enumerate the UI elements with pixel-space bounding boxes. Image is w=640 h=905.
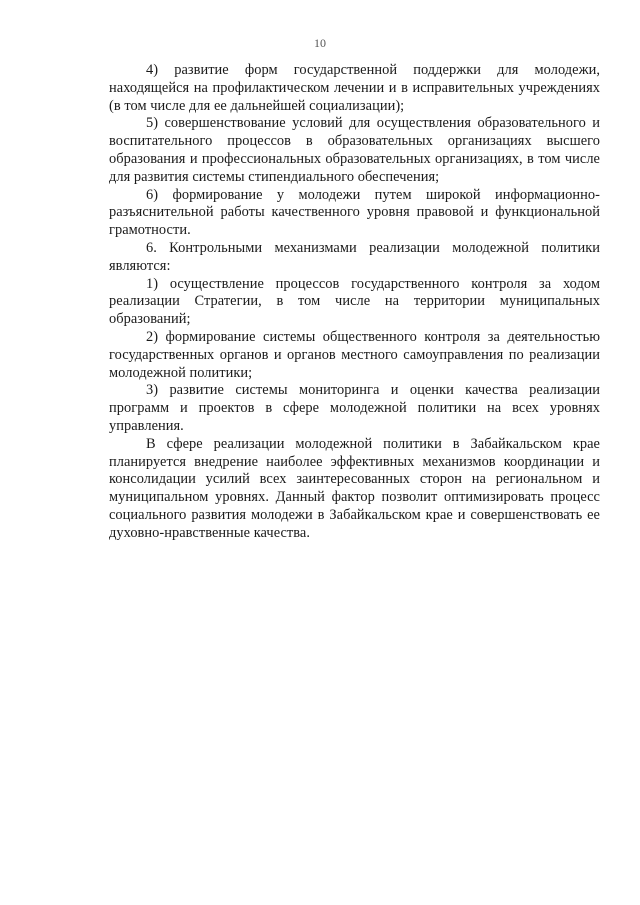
- document-body: [109, 62, 600, 543]
- paragraph-support-forms: 4) развитие форм государственной поддержки для молодежи, находящейся на профилактическом лечении и в исправительных учреждениях (в том числе для ее дальнейшей социализации);: [109, 62, 600, 114]
- paragraph-state-control: 1) осуществление процессов государственного контроля за ходом реализации Стратегии, в том числе на территории муниципальных образований;: [109, 275, 600, 328]
- page-number: 10: [314, 36, 326, 50]
- paragraph-education-conditions: 5) совершенствование условий для осуществления образовательного и воспитательного процессов в образовательных организациях высшего образования и профессиональных образовательных организациях, в том числе для развития системы стипендиального обеспечения;: [109, 115, 600, 185]
- paragraph-monitoring: 3) развитие системы мониторинга и оценки качества реализации программ и проектов в сфере молодежной политики на всех уровнях управления.: [109, 382, 600, 434]
- paragraph-control-mechanisms-heading: 6. Контрольными механизмами реализации молодежной политики являются:: [109, 239, 600, 274]
- paragraph-conclusion: В сфере реализации молодежной политики в Забайкальском крае планируется внедрение наиболее эффективных механизмов координации и консолидации усилий всех заинтересованных сторон на региональном и муниципальном уровнях. Данный фактор позволит оптимизировать процесс социального развития молодежи в Забайкальском крае и совершенствовать ее духовно-нравственные качества.: [109, 435, 600, 541]
- paragraph-public-control: 2) формирование системы общественного контроля за деятельностью государственных органов и органов местного самоуправления по реализации молодежной политики;: [109, 328, 600, 381]
- paragraph-legal-literacy: 6) формирование у молодежи путем широкой информационно-разъяснительной работы качественного уровня правовой и функциональной грамотности.: [109, 186, 600, 239]
